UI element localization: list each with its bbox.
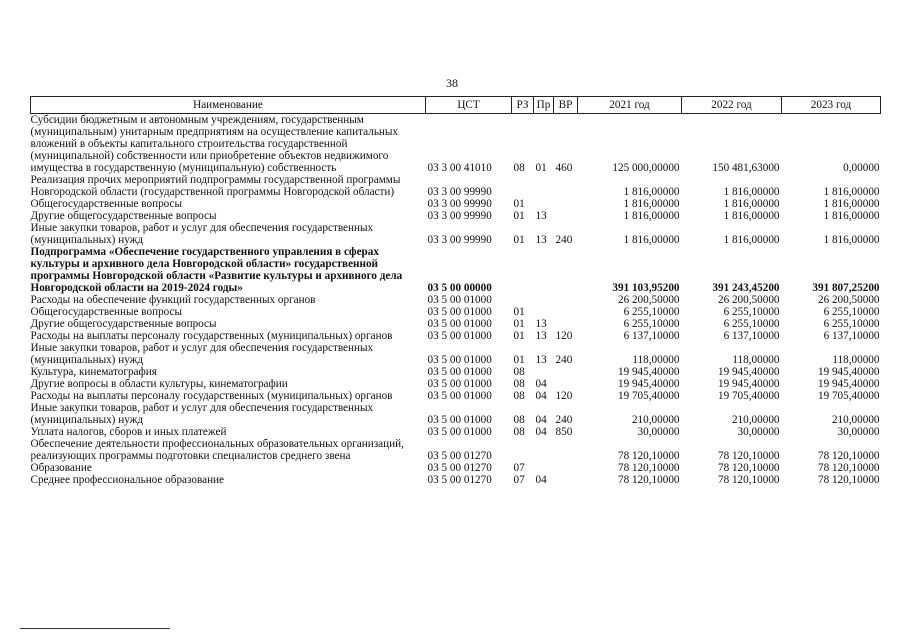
- cell-y2022: 150 481,63000: [712, 162, 780, 174]
- cell-y2022: 19 945,40000: [717, 378, 780, 390]
- cell-name: Среднее профессиональное образование: [30, 474, 225, 486]
- cell-y2021: 391 103,95200: [612, 282, 680, 294]
- cell-y2022: 6 137,10000: [723, 330, 780, 342]
- cell-vr: [554, 246, 578, 294]
- cell-name: Другие общегосударственные вопросы: [30, 318, 217, 330]
- table-row: [31, 402, 881, 426]
- cell-rz: [512, 438, 534, 462]
- cell-y2023: 78 120,10000: [817, 450, 880, 462]
- cell-name: Уплата налогов, сборов и иных платежей: [30, 426, 227, 438]
- cell-cst: 03 5 00 01000: [427, 306, 492, 318]
- cell-y2021: 1 816,00000: [623, 198, 680, 210]
- table-row: [31, 114, 881, 175]
- cell-y2023: 19 945,40000: [817, 378, 880, 390]
- cell-vr: [554, 318, 578, 330]
- cell-pr: [534, 174, 554, 198]
- cell-name: Расходы на выплаты персоналу государственных (муниципальных) органов: [30, 390, 393, 402]
- cell-y2023: 1 816,00000: [823, 186, 880, 198]
- cell-vr: [554, 366, 578, 378]
- cell-y2022: 30,00000: [737, 426, 780, 438]
- cell-cst: 03 5 00 01000: [427, 330, 492, 342]
- cell-vr: [554, 198, 578, 210]
- cell-cst: 03 3 00 99990: [427, 210, 492, 222]
- cell-y2022: 118,00000: [732, 354, 780, 366]
- cell-y2022: 19 945,40000: [717, 366, 780, 378]
- cell-y2022: 6 255,10000: [723, 306, 780, 318]
- cell-pr: [534, 246, 554, 294]
- footer-divider: [20, 628, 170, 629]
- cell-y2023: 1 816,00000: [823, 198, 880, 210]
- cell-pr: [534, 438, 554, 462]
- cell-y2021: 1 816,00000: [623, 210, 680, 222]
- header-cst: ЦСТ: [426, 97, 512, 114]
- cell-name: Иные закупки товаров, работ и услуг для обеспечения государственных (муниципальных) нужд: [30, 342, 374, 366]
- table-row: [31, 198, 881, 210]
- cell-vr: [554, 474, 578, 486]
- cell-pr: [534, 366, 554, 378]
- cell-pr: 01: [535, 162, 547, 174]
- cell-cst: 03 5 00 01000: [427, 318, 492, 330]
- table-row: [31, 174, 881, 198]
- cell-y2021: 30,00000: [637, 426, 680, 438]
- cell-pr: 13: [535, 210, 547, 222]
- budget-table: [30, 96, 881, 486]
- cell-rz: 01: [513, 198, 525, 210]
- cell-y2021: 26 200,50000: [617, 294, 680, 306]
- cell-rz: 07: [513, 474, 525, 486]
- cell-vr: [554, 294, 578, 306]
- cell-cst: 03 5 00 01000: [427, 378, 492, 390]
- cell-y2021: 125 000,00000: [612, 162, 680, 174]
- cell-rz: [512, 246, 534, 294]
- table-row: [31, 210, 881, 222]
- cell-y2022: 26 200,50000: [717, 294, 780, 306]
- table-row: [31, 222, 881, 246]
- cell-pr: 13: [535, 234, 547, 246]
- cell-pr: 04: [535, 426, 547, 438]
- cell-y2022: 78 120,10000: [717, 474, 780, 486]
- cell-pr: 04: [535, 414, 547, 426]
- cell-y2021: 1 816,00000: [623, 234, 680, 246]
- cell-y2023: 19 945,40000: [817, 366, 880, 378]
- cell-rz: 01: [513, 330, 525, 342]
- cell-y2021: 6 255,10000: [623, 306, 680, 318]
- header-rz: РЗ: [512, 97, 534, 114]
- cell-pr: 13: [535, 318, 547, 330]
- cell-vr: [554, 174, 578, 198]
- cell-pr: [534, 306, 554, 318]
- cell-rz: 01: [513, 234, 525, 246]
- cell-y2022: 6 255,10000: [723, 318, 780, 330]
- cell-name: Обеспечение деятельности профессиональных образовательных организаций, реализующих программы подготовки специалистов среднего звена: [30, 438, 404, 462]
- cell-y2022: 1 816,00000: [723, 210, 780, 222]
- cell-name: Подпрограмма «Обеспечение государственного управления в сферах культуры и архивного дела Новгородской области» государственной программы Новгородской области «Развитие культуры и архивного дела Новгородской области на 2019-2024 годы»: [30, 246, 403, 294]
- cell-y2023: 26 200,50000: [817, 294, 880, 306]
- cell-y2023: 78 120,10000: [817, 462, 880, 474]
- table-row: [31, 462, 881, 474]
- cell-y2023: 1 816,00000: [823, 234, 880, 246]
- cell-name: Субсидии бюджетным и автономным учреждениям, государственным (муниципальным) унитарным предприятиям на осуществление капитальных вложений в объекты капитального строительства государственной (муниципальной) собственности или приобретение объектов недвижимого имущества в государственную (муниципальную) собственность: [30, 114, 399, 174]
- cell-y2023: 118,00000: [832, 354, 880, 366]
- cell-pr: 04: [535, 378, 547, 390]
- cell-cst: 03 3 00 99990: [427, 234, 492, 246]
- page-number: 38: [446, 76, 458, 90]
- cell-y2023: 1 816,00000: [823, 210, 880, 222]
- cell-vr: [554, 438, 578, 462]
- header-vr: ВР: [554, 97, 578, 114]
- cell-rz: 01: [513, 210, 525, 222]
- cell-vr: 240: [555, 234, 573, 246]
- cell-name: Расходы на выплаты персоналу государственных (муниципальных) органов: [30, 330, 393, 342]
- cell-y2022: 78 120,10000: [717, 450, 780, 462]
- cell-pr: [534, 294, 554, 306]
- cell-cst: 03 5 00 00000: [427, 282, 492, 294]
- cell-name: Культура, кинематография: [30, 366, 157, 378]
- cell-name: Иные закупки товаров, работ и услуг для обеспечения государственных (муниципальных) нужд: [30, 222, 374, 246]
- cell-y2021: 210,00000: [631, 414, 680, 426]
- cell-y2022: 210,00000: [731, 414, 780, 426]
- header-pr: Пр: [534, 97, 554, 114]
- cell-y2023: 6 137,10000: [823, 330, 880, 342]
- cell-rz: 08: [513, 390, 525, 402]
- cell-rz: 01: [513, 354, 525, 366]
- cell-name: Расходы на обеспечение функций государственных органов: [30, 294, 316, 306]
- cell-y2021: 19 705,40000: [617, 390, 680, 402]
- cell-rz: 08: [513, 426, 525, 438]
- header-2022: 2022 год: [682, 97, 782, 114]
- cell-name: Иные закупки товаров, работ и услуг для обеспечения государственных (муниципальных) нужд: [30, 402, 374, 426]
- cell-pr: 04: [535, 390, 547, 402]
- cell-vr: [554, 210, 578, 222]
- cell-pr: [534, 462, 554, 474]
- table-row: [31, 318, 881, 330]
- cell-y2023: 391 807,25200: [812, 282, 880, 294]
- cell-cst: 03 5 00 01000: [427, 354, 492, 366]
- cell-y2023: 6 255,10000: [823, 318, 880, 330]
- cell-y2021: 6 137,10000: [623, 330, 680, 342]
- table-row: [31, 426, 881, 438]
- cell-name: Образование: [30, 462, 92, 474]
- cell-cst: 03 5 00 01000: [427, 390, 492, 402]
- cell-cst: 03 5 00 01270: [427, 462, 492, 474]
- cell-cst: 03 5 00 01000: [427, 366, 492, 378]
- table-row: [31, 330, 881, 342]
- cell-name: Реализация прочих мероприятий подпрограммы государственной программы Новгородской области (государственной программы Новгородской области): [30, 174, 401, 198]
- cell-vr: 120: [555, 390, 573, 402]
- table-row: [31, 246, 881, 294]
- cell-y2021: 19 945,40000: [617, 366, 680, 378]
- cell-vr: 240: [555, 414, 573, 426]
- table-body: [31, 114, 881, 487]
- table-row: [31, 294, 881, 306]
- cell-y2021: 78 120,10000: [617, 450, 680, 462]
- cell-vr: [554, 378, 578, 390]
- table-row: [31, 438, 881, 462]
- cell-rz: 07: [513, 462, 525, 474]
- cell-vr: 460: [555, 162, 573, 174]
- cell-y2023: 19 705,40000: [817, 390, 880, 402]
- cell-rz: 08: [513, 366, 525, 378]
- cell-y2023: 0,00000: [843, 162, 880, 174]
- cell-y2022: 78 120,10000: [717, 462, 780, 474]
- cell-name: Общегосударственные вопросы: [30, 306, 183, 318]
- table-header-row: [31, 97, 881, 114]
- cell-cst: 03 3 00 41010: [427, 162, 492, 174]
- cell-rz: 08: [513, 414, 525, 426]
- cell-name: Общегосударственные вопросы: [30, 198, 183, 210]
- cell-pr: 04: [535, 474, 547, 486]
- cell-cst: 03 3 00 99990: [427, 186, 492, 198]
- cell-rz: 01: [513, 318, 525, 330]
- cell-rz: 01: [513, 306, 525, 318]
- cell-name: Другие общегосударственные вопросы: [30, 210, 217, 222]
- table-row: [31, 474, 881, 486]
- cell-y2023: 6 255,10000: [823, 306, 880, 318]
- cell-y2022: 1 816,00000: [723, 198, 780, 210]
- cell-vr: 850: [555, 426, 573, 438]
- cell-cst: 03 5 00 01000: [427, 414, 492, 426]
- cell-pr: 13: [535, 330, 547, 342]
- cell-rz: [512, 174, 534, 198]
- cell-cst: 03 5 00 01000: [427, 294, 492, 306]
- table-row: [31, 378, 881, 390]
- cell-y2021: 6 255,10000: [623, 318, 680, 330]
- cell-vr: [554, 462, 578, 474]
- cell-cst: 03 3 00 99990: [427, 198, 492, 210]
- cell-y2023: 30,00000: [837, 426, 880, 438]
- cell-pr: [534, 198, 554, 210]
- cell-rz: 08: [513, 162, 525, 174]
- cell-rz: 08: [513, 378, 525, 390]
- table-row: [31, 342, 881, 366]
- cell-name: Другие вопросы в области культуры, кинематографии: [30, 378, 288, 390]
- cell-y2022: 391 243,45200: [712, 282, 780, 294]
- table-row: [31, 306, 881, 318]
- table-row: [31, 366, 881, 378]
- header-2021: 2021 год: [578, 97, 682, 114]
- cell-vr: 240: [555, 354, 573, 366]
- cell-y2021: 118,00000: [632, 354, 680, 366]
- cell-vr: 120: [555, 330, 573, 342]
- cell-pr: 13: [535, 354, 547, 366]
- cell-y2021: 78 120,10000: [617, 462, 680, 474]
- cell-rz: [512, 294, 534, 306]
- cell-y2022: 1 816,00000: [723, 234, 780, 246]
- cell-vr: [554, 306, 578, 318]
- cell-cst: 03 5 00 01270: [427, 450, 492, 462]
- cell-y2023: 210,00000: [831, 414, 880, 426]
- table-row: [31, 390, 881, 402]
- header-2023: 2023 год: [782, 97, 881, 114]
- cell-y2022: 19 705,40000: [717, 390, 780, 402]
- cell-cst: 03 5 00 01270: [427, 474, 492, 486]
- cell-y2023: 78 120,10000: [817, 474, 880, 486]
- header-name: Наименование: [31, 97, 426, 114]
- cell-y2021: 78 120,10000: [617, 474, 680, 486]
- cell-y2022: 1 816,00000: [723, 186, 780, 198]
- cell-y2021: 1 816,00000: [623, 186, 680, 198]
- cell-cst: 03 5 00 01000: [427, 426, 492, 438]
- cell-y2021: 19 945,40000: [617, 378, 680, 390]
